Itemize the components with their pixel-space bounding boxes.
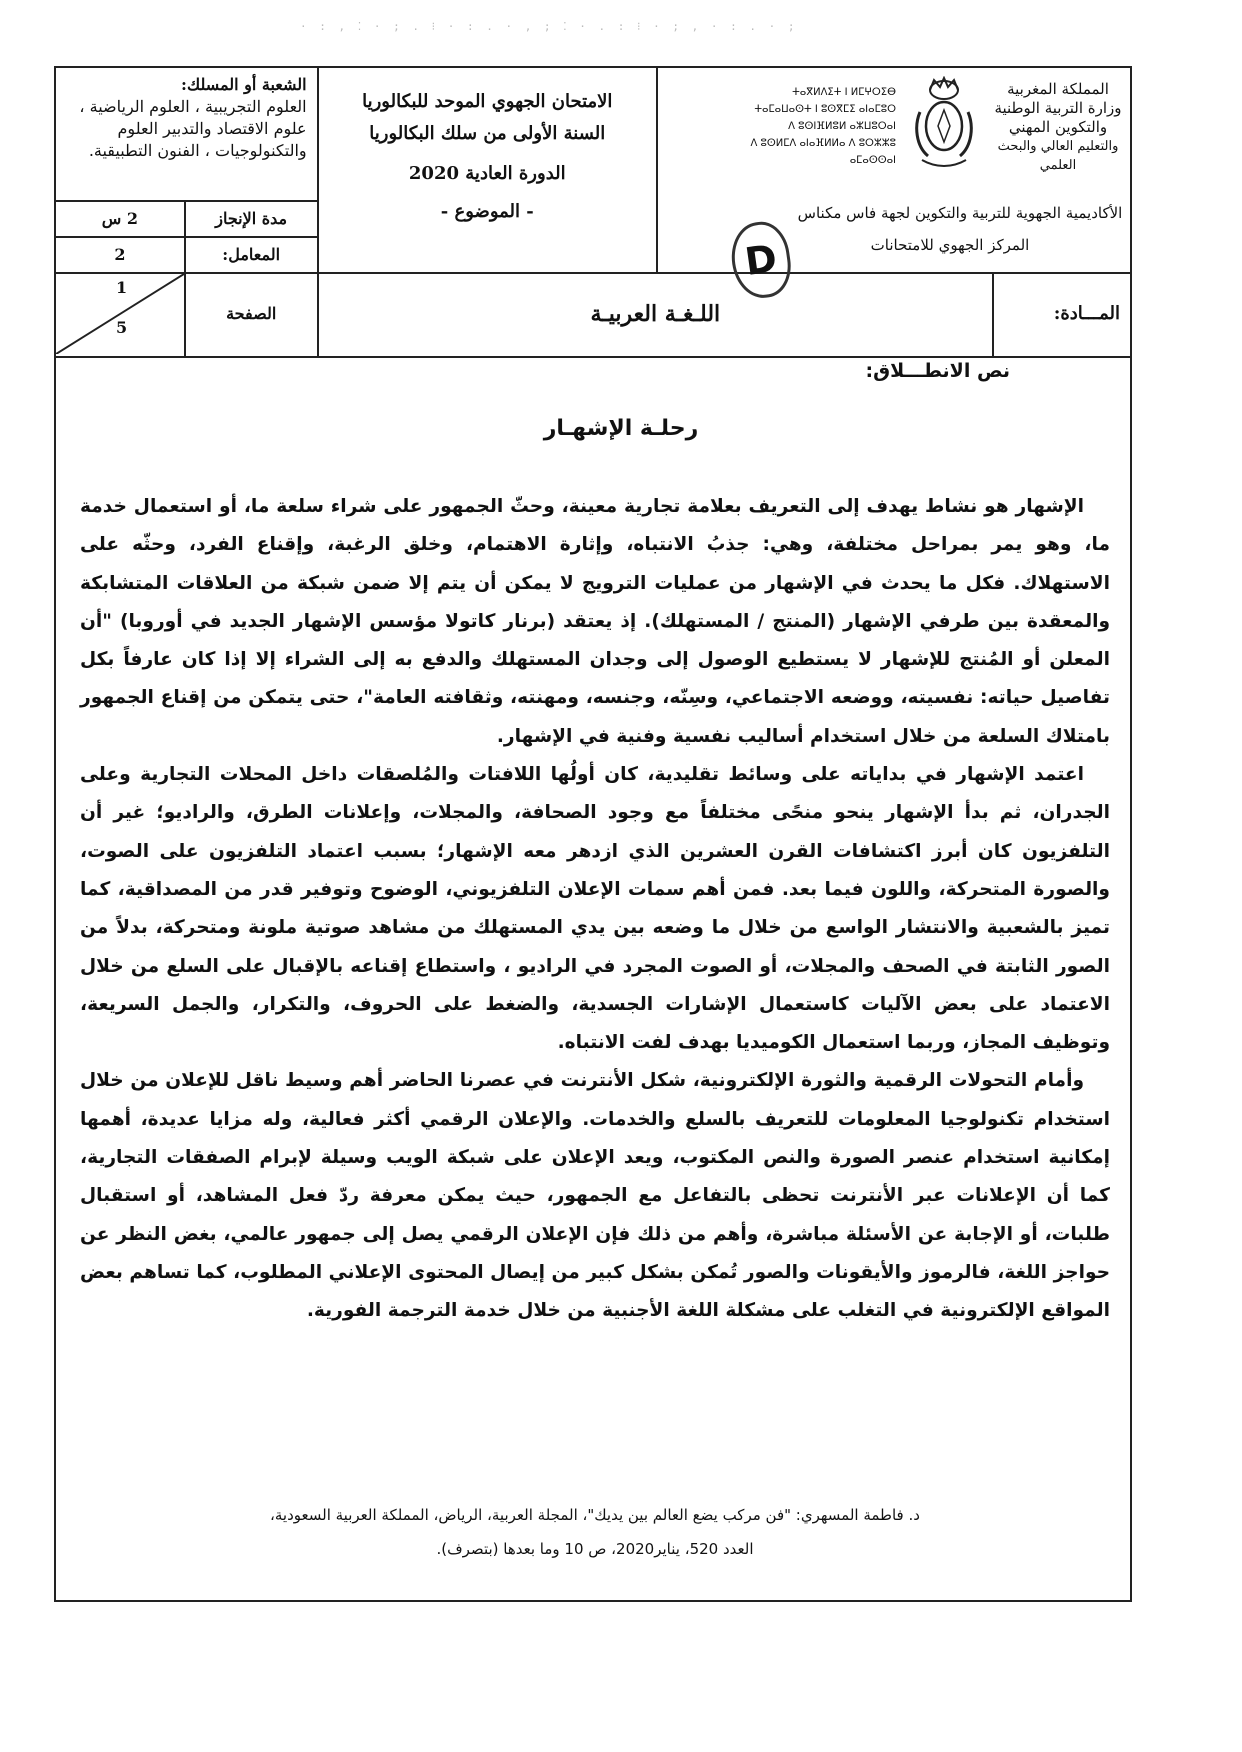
branch-text: العلوم التجريبية ، العلوم الرياضية ، علوم الاقتصاد والتدبير العلوم والتكنولوجيات ، الفنون التطبيقية.	[79, 97, 307, 160]
paragraph-2: اعتمد الإشهار في بداياته على وسائط تقليدية، كان أولُها اللافتات والمُلصقات داخل المحلات التجارية وعلى الجدران، ثم بدأ الإشهار ينحو منحًى مختلفاً مع وجود الصحافة، والمجلات، وإعلانات الطرق، والراديو؛ غير أن التلفزيون كان أبرز اكتشافات القرن العشرين الذي ازدهر معه الإشهار؛ بسبب اعتماد التلفزيون على الصوت، والصورة المتحركة، واللون فيما بعد. فمن أهم سمات الإعلان التلفزيوني، الوضوح وتوفير قدر من المصداقية، كما تميز بالشعبية والانتشار الواسع من خلال ما وضعه بين يدي المستهلك من مشاهد صوتية ملونة ومتحركة، بدلاً من الصور الثابتة في الصحف والمجلات، أو الصوت المجرد في الراديو ، واستطاع إقناعه بالإقبال على السلع من خلال الاعتماد على بعض الآليات كاستعمال الإشارات الجسدية، والضغط على الحروف، والتكرار، والجمل السريعة، وتوظيف المجاز، وربما استعمال الكوميديا بهدف لفت الانتباه.	[80, 764, 1110, 1054]
subject-stamp: D	[727, 218, 795, 301]
page-label: الصفحة	[226, 304, 277, 323]
intro-label: نص الانطـــلاق:	[865, 360, 1010, 382]
text-title: رحلـة الإشهـار	[543, 416, 699, 441]
tifinagh-line-3: ⴷ ⵓⵙⵏⴼⵍⵓⵍ ⴰⵣⵡⵓⵔⴰⵏ	[788, 121, 896, 132]
subject-label: المـــادة:	[1053, 303, 1120, 324]
exam-title-line-2: السنة الأولى من سلك البكالوريا	[369, 123, 606, 144]
exam-center-name: المركز الجهوي للامتحانات	[870, 236, 1030, 254]
source-line-2: العدد 520، يناير2020، ص 10 وما بعدها (بتصرف).	[436, 1540, 754, 1558]
page-border	[54, 66, 1132, 1602]
tifinagh-line-2: ⵜⴰⵎⴰⵡⴰⵙⵜ ⵏ ⵓⵙⴳⵎⵉ ⴰⵏⴰⵎⵓⵔ	[754, 104, 896, 115]
ministry-line-1: المملكة المغربية	[1007, 80, 1109, 98]
tifinagh-line-4: ⴷ ⵓⵙⵍⵎⴷ ⴰⵏⴰⴼⵍⵍⴰ ⴷ ⵓⵔⵣⵣⵓ ⴰⵎⴰⵙⵙⴰⵏ	[750, 138, 896, 166]
coefficient-value: 2	[114, 245, 126, 264]
ministry-line-4: والتعليم العالي والبحث العلمي	[997, 139, 1119, 173]
duration-value: 2 س	[56, 202, 184, 238]
subject-value: اللـغـة العربيـة	[590, 301, 721, 327]
exam-title-line-1: الامتحان الجهوي الموحد للبكالوريا	[362, 91, 613, 112]
ministry-line-2: وزارة التربية الوطنية	[994, 99, 1122, 117]
tifinagh-line-1: ⵜⴰⴳⵍⴷⵉⵜ ⵏ ⵍⵎⵖⵔⵉⴱ	[792, 87, 896, 98]
duration-label: مدة الإنجاز	[186, 202, 317, 238]
branch-label: الشعبة أو المسلك:	[181, 75, 307, 94]
ministry-line-3: والتكوين المهني	[1008, 118, 1108, 136]
page-number: 1	[116, 278, 128, 297]
page-total: 5	[116, 318, 128, 337]
paragraph-3: وأمام التحولات الرقمية والثورة الإلكترونية، شكل الأنترنت في عصرنا الحاضر أهم وسيط ناقل للإعلان من خلال استخدام تكنولوجيا المعلومات للتعريف بالسلع والخدمات. والإعلان الرقمي أكثر فعالية، وله مزايا عديدة، أهمها إمكانية استخدام عنصر الصورة والنص المكتوب، ويعد الإعلان على شبكة الويب وسيلة لإبرام الصفقات التجارية، كما أن الإعلانات عبر الأنترنت تحظى بالتفاعل مع الجمهور، حيث يمكن معرفة ردّ فعل المشاهد، أو استقبال طلبات، أو الإجابة عن الأسئلة مباشرة، وأهم من ذلك فإن الإعلان الرقمي يصل إلى جمهور عالمي، بغض النظر عن حواجز اللغة، فالرموز والأيقونات والصور تُمكن بشكل كبير من إيصال المحتوى الإعلاني المطلوب، كما تساهم بعض المواقع الإلكترونية في التغلب على مشكلة اللغة الأجنبية من خلال خدمة الترجمة الفورية.	[80, 1070, 1110, 1322]
scan-noise: · : , ⁚ · ; . ⁝ · : . · , ; ⁚ · . : ⁝ · ; , · : . · ;	[300, 20, 798, 33]
exam-title-line-4: - الموضوع -	[440, 201, 534, 222]
paragraph-1: الإشهار هو نشاط يهدف إلى التعريف بعلامة تجارية معينة، وحثّ الجمهور على شراء سلعة ما، أو استعمال خدمة ما، وهو يمر بمراحل مختلفة، وهي: جذبُ الانتباه، وإثارة الاهتمام، وخلق الرغبة، وإقناع الفرد، وحثّه على الاستهلاك. فكل ما يحدث في الإشهار من عمليات الترويج لا يمكن أن يتم إلا ضمن شبكة من العلاقات المتشابكة والمعقدة بين طرفي الإشهار (المنتج / المستهلك). إذ يعتقد (برنار كاتولا مؤسس الإشهار الجديد في أوروبا) "أن المعلن أو المُنتج للإشهار لا يستطيع الوصول إلى وجدان المستهلك والدفع به إلى الشراء إلا إذا كان عارفاً بكل تفاصيل حياته: نفسيته، ووضعه الاجتماعي، وسِنّه، وجنسه، ومهنته، وثقافته العامة"، حتى يتمكن من إقناع الجمهور بامتلاك السلعة من خلال استخدام أساليب نفسية وفنية في الإشهار.	[80, 496, 1110, 747]
source-line-1: د. فاطمة المسهري: "فن مركب يضع العالم بين يديك"، المجلة العربية، الرياض، المملكة العربية السعودية،	[270, 1506, 920, 1524]
exam-title-line-3: الدورة العادية 2020	[408, 163, 566, 184]
coefficient-label: المعامل:	[222, 245, 281, 264]
academy-name: الأكاديمية الجهوية للتربية والتكوين لجهة فاس مكناس	[797, 204, 1123, 222]
